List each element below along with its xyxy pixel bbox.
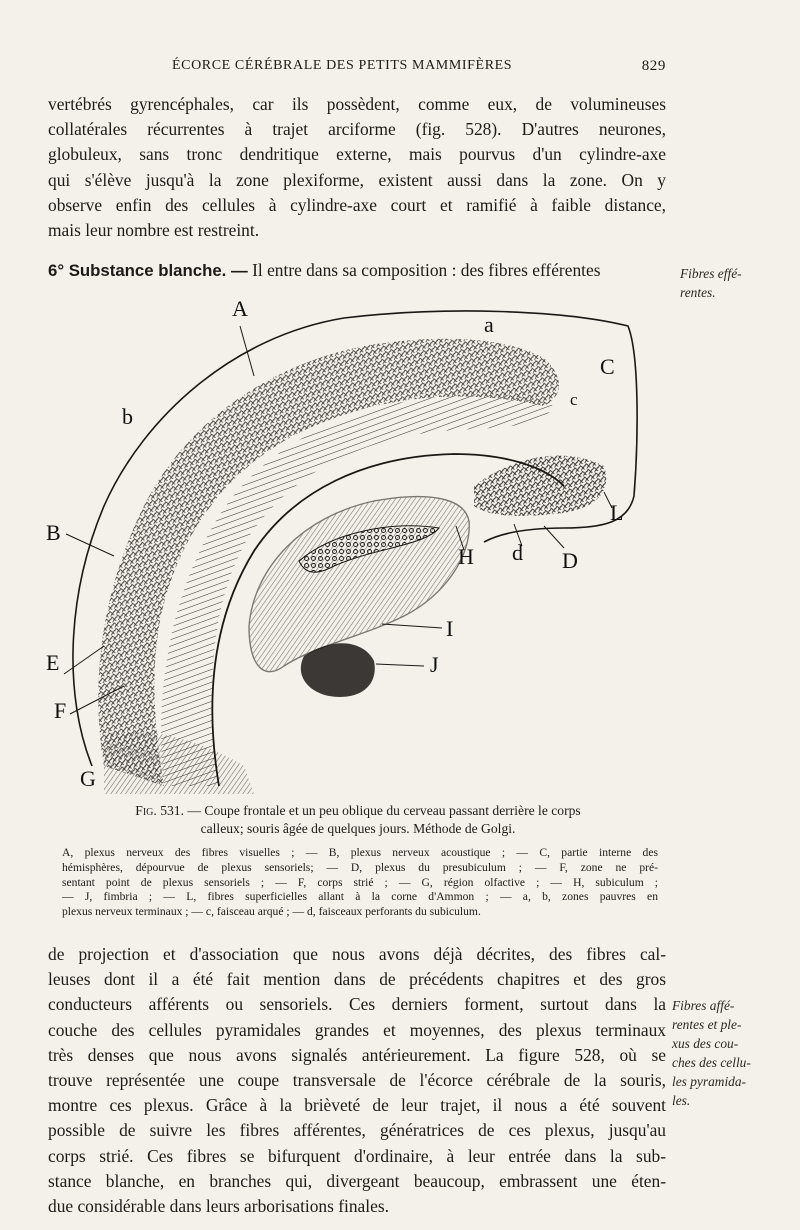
text-line: conducteurs afférents ou sensoriels. Ces derniers forment, surtout dans la bbox=[48, 994, 666, 1015]
legend-line: sentant point de plexus sensoriels ; — F, corps strié ; — G, région olfactive ; — H, subiculum ; bbox=[62, 875, 658, 889]
text-line: qui s'élève jusqu'à la zone plexiforme, existent aussi dans la zone. On y bbox=[48, 169, 666, 190]
brain-section-illustration bbox=[44, 296, 670, 794]
figure-caption bbox=[58, 802, 658, 838]
legend-line: — J, fimbria ; — L, fibres superficielles allant à la corne d'Ammon ; — a, b, zones pauvres en bbox=[62, 890, 658, 904]
margin-note-efferent bbox=[680, 264, 790, 302]
leader-line-B bbox=[66, 534, 114, 556]
figure-label-L: L bbox=[610, 500, 624, 525]
figure-label-a: a bbox=[484, 312, 494, 337]
figure-531-brain-section bbox=[44, 296, 670, 794]
leader-line-D bbox=[544, 526, 564, 548]
figure-label-b: b bbox=[122, 404, 133, 429]
text-line: de projection et d'association que nous avons déjà décrites, des fibres cal- bbox=[48, 944, 666, 964]
figure-label-B: B bbox=[46, 520, 61, 545]
figure-label-F: F bbox=[54, 698, 67, 723]
section-heading-text: Il entre dans sa composition : des fibres efférentes bbox=[247, 260, 601, 280]
legend-line: A, plexus nerveux des fibres visuelles ; — B, plexus nerveux acoustique ; — C, partie interne des bbox=[62, 846, 658, 859]
margin-note-line: xus des cou- bbox=[672, 1036, 739, 1051]
fimbria-mass bbox=[301, 643, 375, 697]
text-line: montre ces plexus. Grâce à la brièveté de leur trajet, il nous a été souvent bbox=[48, 1095, 666, 1116]
section-heading: 6° Substance blanche. — bbox=[48, 261, 248, 280]
margin-note-line: les. bbox=[672, 1093, 691, 1108]
paragraph-1 bbox=[48, 92, 666, 243]
margin-note-afferent bbox=[672, 996, 782, 1110]
figure-legend bbox=[62, 846, 658, 920]
figure-label-J: J bbox=[430, 652, 439, 677]
text-line: trouve représentée une coupe transversale de l'écorce cérébrale de la souris, bbox=[48, 1069, 666, 1090]
text-line: vertébrés gyrencéphales, car ils possèdent, comme eux, de volumineuses bbox=[48, 94, 666, 114]
running-head-title: ÉCORCE CÉRÉBRALE DES PETITS MAMMIFÈRES bbox=[172, 58, 513, 73]
right-plexus-region bbox=[474, 456, 606, 516]
text-line: couche des cellules pyramidales grandes et moyennes, des plexus terminaux bbox=[48, 1019, 666, 1040]
figure-label-A: A bbox=[232, 296, 248, 321]
figure-label-d: d bbox=[512, 540, 523, 565]
hippocampus-region bbox=[249, 497, 469, 672]
margin-note-line: rentes et ple- bbox=[672, 1017, 742, 1032]
figure-label-C: C bbox=[600, 354, 615, 379]
leader-line-I bbox=[382, 624, 442, 628]
figure-label-c: c bbox=[570, 390, 578, 409]
caption-line bbox=[58, 802, 658, 820]
figure-label-D: D bbox=[562, 548, 578, 573]
figure-label-G: G bbox=[80, 766, 96, 791]
margin-note-line: ches des cellu- bbox=[672, 1055, 751, 1070]
margin-note-line: rentes. bbox=[680, 285, 716, 300]
paragraph-2 bbox=[48, 942, 666, 1219]
margin-note-line: les pyramida- bbox=[672, 1074, 747, 1089]
leader-line-J bbox=[376, 664, 424, 666]
text-line: leuses dont il a été fait mention dans de précédents chapitres et des gros bbox=[48, 969, 666, 990]
figure-label-H: H bbox=[458, 544, 474, 569]
legend-line: hémisphères, dépourvue de plexus sensoriels; — D, plexus du presubiculum ; — F, zone ne pré- bbox=[62, 860, 658, 874]
legend-line: plexus nerveux terminaux ; — c, faisceau arqué ; — d, faisceaux perforants du subiculum. bbox=[62, 905, 481, 919]
text-line: très denses que nous avons signalés antérieurement. La figure 528, où se bbox=[48, 1044, 666, 1065]
striatum-fibers bbox=[104, 732, 254, 794]
figure-label-E: E bbox=[46, 650, 60, 675]
text-line: possible de suivre les fibres afférentes, génératrices de ces plexus, jusqu'au bbox=[48, 1120, 666, 1141]
section-heading-row bbox=[48, 258, 666, 283]
margin-note-line: Fibres affé- bbox=[672, 998, 735, 1013]
text-line: mais leur nombre est restreint. bbox=[48, 219, 260, 240]
figure-label-I: I bbox=[446, 616, 454, 641]
leader-line-A bbox=[240, 326, 254, 376]
page-number: 829 bbox=[641, 58, 666, 74]
text-line: globuleux, sans tronc dendritique externe, mais pourvus d'un cylindre-axe bbox=[48, 144, 666, 165]
margin-note-line: Fibres effé- bbox=[680, 266, 742, 281]
figure-number: Fig. 531. bbox=[135, 803, 184, 818]
section-heading-line bbox=[48, 258, 666, 283]
text-line: corps strié. Ces fibres se bifurquent d'ordinaire, à leur entrée dans la sub- bbox=[48, 1145, 666, 1166]
text-line: stance blanche, en branches qui, divergeant beaucoup, embrassent une éten- bbox=[48, 1170, 666, 1191]
caption-text: — Coupe frontale et un peu oblique du cerveau passant derrière le corps bbox=[183, 803, 581, 818]
caption-line: calleux; souris âgée de quelques jours. Méthode de Golgi. bbox=[200, 821, 516, 836]
text-line: due considérable dans leurs arborisations finales. bbox=[48, 1195, 389, 1216]
leader-line-E bbox=[64, 646, 104, 674]
text-line: observe enfin des cellules à cylindre-axe court et ramifié à faible distance, bbox=[48, 194, 666, 215]
text-line: collatérales récurrentes à trajet arciforme (fig. 528). D'autres neurones, bbox=[48, 119, 666, 140]
